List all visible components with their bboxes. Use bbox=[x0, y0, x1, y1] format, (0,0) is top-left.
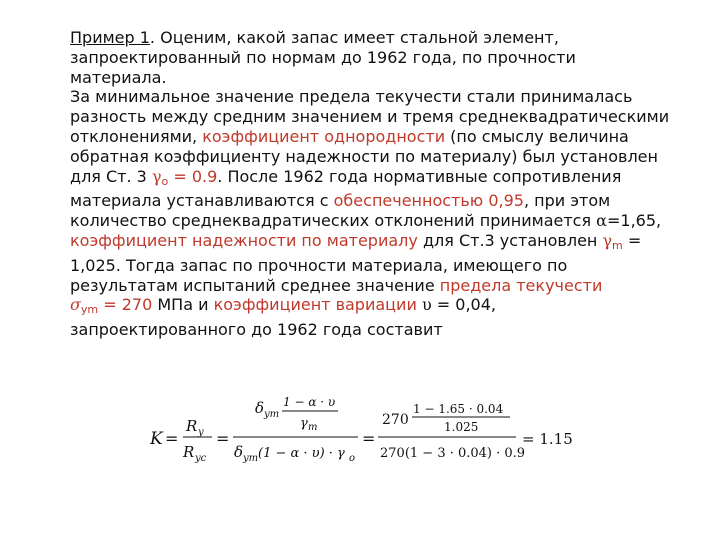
body-text-1: За минимальное значение предела текучести стали принималась разность между средним значением и тремя среднеквадратическими отклонениями, bbox=[70, 87, 670, 146]
formula-numeric-denominator: 270(1 − 3 · 0.04) · 0.9 bbox=[380, 446, 526, 461]
term-yield-strength: предела текучести bbox=[439, 275, 603, 295]
body-text-9: МПа и bbox=[152, 295, 214, 315]
alpha-symbol: α bbox=[596, 211, 607, 231]
formula-gamma-m: γ bbox=[300, 416, 308, 431]
formula-numeric-inner-num: 1 − 1.65 · 0.04 bbox=[413, 402, 504, 416]
term-variation-coefficient: коэффициент вариации bbox=[213, 295, 417, 315]
formula-result: = 1.15 bbox=[522, 430, 573, 448]
upsilon-value: = 0,04 bbox=[431, 295, 491, 315]
example-intro-text: . Оценим, какой запас имеет стальной элемент, запроектированный по нормам до 1962 года, по прочности материала. bbox=[70, 28, 576, 87]
formula-eq-3: = bbox=[362, 429, 376, 448]
formula-eq-2: = bbox=[216, 429, 230, 448]
formula-delta-ym-num: δ bbox=[255, 399, 265, 417]
formula-inner-numerator: 1 − α · υ bbox=[283, 395, 336, 409]
formula-ry: R bbox=[186, 417, 198, 435]
formula-delta-ym-num-sub: ym bbox=[264, 409, 280, 420]
gamma-o-value: = 0.9 bbox=[168, 166, 218, 186]
text-block bbox=[70, 28, 670, 340]
term-material-reliability: коэффициент надежности по материалу bbox=[70, 230, 418, 250]
gamma-m-subscript: m bbox=[612, 238, 623, 252]
body-text-6: для Ст.3 установлен bbox=[417, 230, 603, 250]
formula-1025: 1.025 bbox=[444, 420, 479, 434]
sigma-symbol: σ bbox=[70, 295, 81, 315]
body-text-11: , запроектированного до 1962 года составит bbox=[70, 295, 496, 340]
body-text-5: =1,65, bbox=[606, 211, 662, 231]
paragraph-body bbox=[70, 87, 670, 340]
formula-gamma-m-sub: m bbox=[308, 422, 318, 433]
body-text-3: . После 1962 года нормативные сопротивления материала устанавливаются с bbox=[70, 166, 622, 211]
formula-denominator-2: (1 − α · υ) · γ bbox=[258, 446, 345, 461]
formula-270-num: 270 bbox=[382, 412, 409, 428]
formula bbox=[150, 392, 580, 472]
formula-delta-ym-den-sub: ym bbox=[243, 453, 259, 464]
formula-gamma-o-sub: o bbox=[349, 453, 356, 464]
body-text-2: (по смыслу величина обратная коэффициенту надежности по материалу) был установлен для Ст. 3 bbox=[70, 126, 658, 186]
formula-delta-ym-den: δ bbox=[234, 443, 244, 461]
term-probability: обеспеченностью 0,95 bbox=[333, 191, 524, 211]
gamma-o-symbol: γ bbox=[151, 166, 162, 186]
sigma-value: = 270 bbox=[98, 295, 153, 315]
sigma-subscript: ym bbox=[80, 303, 99, 317]
gamma-m-symbol: γ bbox=[602, 230, 613, 250]
formula-ryc-sub: yc bbox=[195, 453, 207, 464]
formula-ryc: R bbox=[183, 443, 195, 461]
body-text-4: , при этом количество среднеквадратических отклонений принимается bbox=[70, 191, 611, 231]
example-label: Пример 1 bbox=[70, 28, 150, 47]
term-uniformity-coefficient: коэффициент однородности bbox=[202, 126, 446, 146]
upsilon-symbol: υ bbox=[421, 295, 432, 315]
paragraph-example bbox=[70, 28, 670, 87]
formula-k: K bbox=[150, 429, 163, 449]
body-text-7: = 1,025. Тогда запас по прочности материала, имеющего по результатам испытаний среднее значение bbox=[70, 230, 642, 295]
formula-eq-1: = bbox=[165, 429, 179, 448]
formula-ry-sub: y bbox=[198, 427, 204, 438]
gamma-o-subscript: o bbox=[161, 174, 169, 188]
